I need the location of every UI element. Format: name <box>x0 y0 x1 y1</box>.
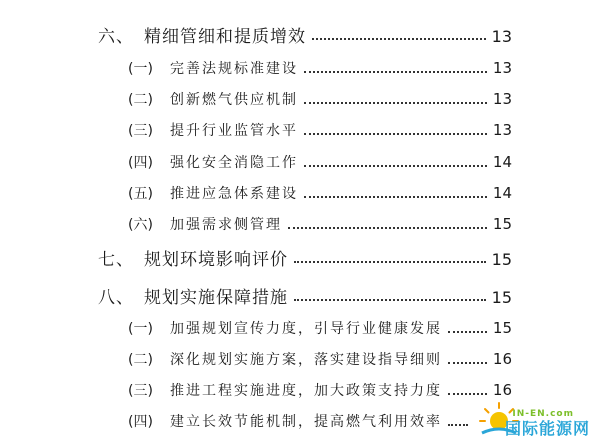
entry-number: 六、 <box>98 27 134 47</box>
toc-entry[interactable] <box>0 283 600 308</box>
entry-title: 提升行业监管水平 <box>170 123 298 139</box>
dot-leader <box>448 331 487 333</box>
toc-entry[interactable] <box>0 120 600 140</box>
entry-number: (三) <box>128 383 153 399</box>
dot-leader <box>304 71 487 73</box>
dot-leader <box>294 299 486 301</box>
entry-title: 建立长效节能机制，提高燃气利用效率 <box>170 414 442 430</box>
dot-leader <box>304 133 487 135</box>
toc-entry[interactable] <box>0 183 600 203</box>
toc-entry[interactable] <box>0 318 600 338</box>
entry-number: (四) <box>128 155 153 171</box>
entry-page: 15 <box>492 215 512 233</box>
toc-entry[interactable] <box>0 214 600 234</box>
entry-title: 推进工程实施进度，加大政策支持力度 <box>170 383 442 399</box>
toc-entry[interactable] <box>0 22 600 47</box>
toc-entry[interactable] <box>0 152 600 172</box>
entry-page: 15 <box>492 319 512 337</box>
entry-number: (三) <box>128 123 153 139</box>
toc-entry[interactable] <box>0 89 600 109</box>
toc-entry[interactable] <box>0 58 600 78</box>
entry-number: (四) <box>128 414 153 430</box>
toc-entry[interactable] <box>0 245 600 270</box>
entry-page: 15 <box>491 288 512 307</box>
entry-title: 加强规划宣传力度，引导行业健康发展 <box>170 321 442 337</box>
toc-entry[interactable] <box>0 349 600 369</box>
entry-page: 16 <box>492 350 512 368</box>
entry-title: 深化规划实施方案，落实建设指导细则 <box>170 352 442 368</box>
watermark-logo <box>476 397 596 443</box>
dot-leader <box>448 393 487 395</box>
entry-number: (六) <box>128 217 153 233</box>
entry-title: 完善法规标准建设 <box>170 61 298 77</box>
entry-number: (二) <box>128 92 153 108</box>
watermark-text: 国际能源网 <box>504 419 590 438</box>
entry-title: 规划环境影响评价 <box>144 250 288 270</box>
entry-page: 13 <box>492 59 512 77</box>
entry-number: (一) <box>128 321 153 337</box>
entry-page: 13 <box>492 90 512 108</box>
entry-title: 推进应急体系建设 <box>170 186 298 202</box>
entry-number: (五) <box>128 186 153 202</box>
dot-leader <box>288 227 487 229</box>
dot-leader <box>448 424 468 426</box>
dot-leader <box>312 38 486 40</box>
entry-title: 强化安全消隐工作 <box>170 155 298 171</box>
dot-leader <box>294 261 486 263</box>
dot-leader <box>304 165 487 167</box>
dot-leader <box>304 196 487 198</box>
dot-leader <box>304 102 487 104</box>
entry-number: 七、 <box>98 250 134 270</box>
dot-leader <box>448 362 487 364</box>
entry-page: 16 <box>492 381 512 399</box>
watermark-domain: IN-EN.com <box>512 409 574 419</box>
entry-page: 14 <box>492 184 512 202</box>
entry-title: 创新燃气供应机制 <box>170 92 298 108</box>
entry-page: 15 <box>491 250 512 269</box>
entry-number: 八、 <box>98 288 134 308</box>
entry-page: 14 <box>492 153 512 171</box>
entry-number: (二) <box>128 352 153 368</box>
entry-number: (一) <box>128 61 153 77</box>
entry-page: 13 <box>492 121 512 139</box>
entry-title: 精细管细和提质增效 <box>144 27 306 47</box>
entry-page: 13 <box>491 27 512 46</box>
entry-title: 加强需求侧管理 <box>170 217 282 233</box>
entry-title: 规划实施保障措施 <box>144 288 288 308</box>
